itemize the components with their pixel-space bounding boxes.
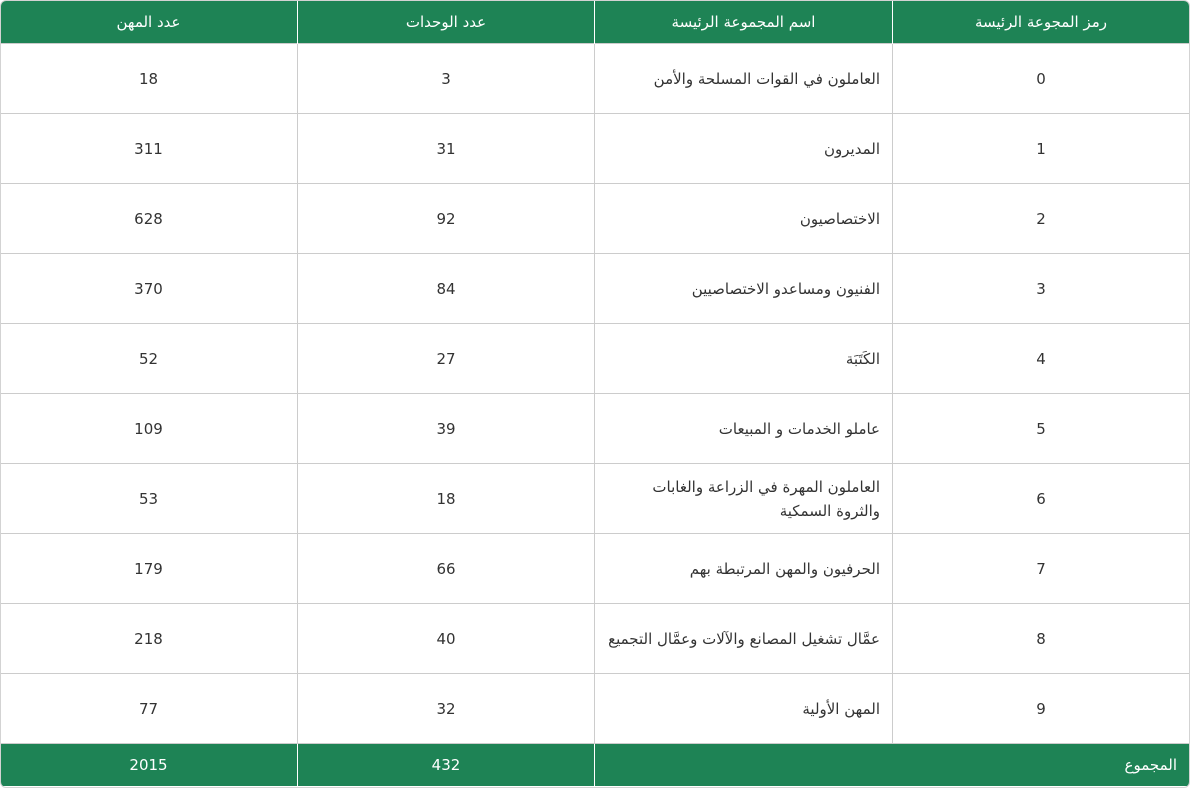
- cell-name: عاملو الخدمات و المبيعات: [595, 394, 893, 464]
- cell-name: الحرفيون والمهن المرتبطة بهم: [595, 534, 893, 604]
- total-row: [0, 744, 1190, 787]
- cell-occupations: 53: [0, 464, 298, 534]
- cell-code: 7: [893, 534, 1190, 604]
- cell-units: 92: [298, 184, 595, 254]
- total-occupations: 2015: [0, 744, 298, 787]
- cell-code: 3: [893, 254, 1190, 324]
- total-label: المجموع: [595, 744, 1190, 787]
- cell-occupations: 18: [0, 44, 298, 114]
- table-row: [0, 464, 1190, 534]
- cell-code: 6: [893, 464, 1190, 534]
- table-footer: [0, 744, 1190, 787]
- cell-name: عمَّال تشغيل المصانع والآلات وعمَّال التجميع: [595, 604, 893, 674]
- table-row: [0, 114, 1190, 184]
- cell-occupations: 218: [0, 604, 298, 674]
- table-row: [0, 254, 1190, 324]
- header-row: [0, 0, 1190, 44]
- table-row: [0, 674, 1190, 744]
- cell-units: 39: [298, 394, 595, 464]
- cell-occupations: 77: [0, 674, 298, 744]
- table-row: [0, 44, 1190, 114]
- table-header: [0, 0, 1190, 44]
- cell-units: 32: [298, 674, 595, 744]
- cell-units: 3: [298, 44, 595, 114]
- cell-code: 5: [893, 394, 1190, 464]
- cell-units: 66: [298, 534, 595, 604]
- table-row: [0, 184, 1190, 254]
- table-body: [0, 44, 1190, 744]
- cell-code: 4: [893, 324, 1190, 394]
- cell-units: 40: [298, 604, 595, 674]
- table-row: [0, 534, 1190, 604]
- cell-name: الاختصاصيون: [595, 184, 893, 254]
- cell-units: 84: [298, 254, 595, 324]
- cell-occupations: 109: [0, 394, 298, 464]
- cell-name: العاملون المهرة في الزراعة والغابات والثروة السمكية: [595, 464, 893, 534]
- cell-code: 2: [893, 184, 1190, 254]
- cell-code: 0: [893, 44, 1190, 114]
- cell-occupations: 370: [0, 254, 298, 324]
- cell-name: المديرون: [595, 114, 893, 184]
- cell-occupations: 628: [0, 184, 298, 254]
- cell-name: الكَتَبَة: [595, 324, 893, 394]
- header-code: رمز المجوعة الرئيسة: [893, 0, 1190, 44]
- cell-code: 9: [893, 674, 1190, 744]
- table-row: [0, 604, 1190, 674]
- cell-units: 27: [298, 324, 595, 394]
- header-units: عدد الوحدات: [298, 0, 595, 44]
- cell-code: 8: [893, 604, 1190, 674]
- table-row: [0, 324, 1190, 394]
- cell-name: المهن الأولية: [595, 674, 893, 744]
- cell-occupations: 311: [0, 114, 298, 184]
- cell-name: العاملون في القوات المسلحة والأمن: [595, 44, 893, 114]
- cell-occupations: 52: [0, 324, 298, 394]
- header-name: اسم المجموعة الرئيسة: [595, 0, 893, 44]
- cell-units: 31: [298, 114, 595, 184]
- cell-name: الفنيون ومساعدو الاختصاصيين: [595, 254, 893, 324]
- total-units: 432: [298, 744, 595, 787]
- cell-code: 1: [893, 114, 1190, 184]
- header-occupations: عدد المهن: [0, 0, 298, 44]
- cell-units: 18: [298, 464, 595, 534]
- table-row: [0, 394, 1190, 464]
- cell-occupations: 179: [0, 534, 298, 604]
